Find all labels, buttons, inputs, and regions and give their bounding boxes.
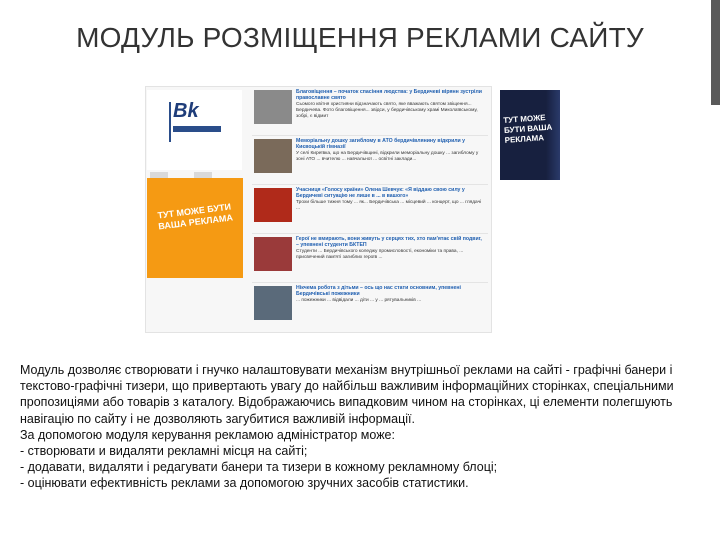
module-description: Модуль дозволяє створювати і гнучко налаштовувати механізм внутрішньої реклами на сайті - графічні банери і текстово-графічні тизери, що привертають увагу до найбільш важливим інформаційних сторінках, спеціальними пропозиціями або товарів з каталогу. Відображаючись випадковим чином на сторінках, ці елементи полегшують навігацію по сайту і не дозволяють загубитися важливій інформації. За допомогою модуля керування рекламою адміністратор може: - створювати и видаляти рекламні місця на сайті; - додавати, видаляти і редагувати банери та тизери в кожному рекламному блоці; - оцінювати ефективність реклами за допомогою зручних засобів статистики. [20, 363, 674, 491]
site-logo [147, 90, 242, 170]
news-thumbnail [254, 139, 292, 173]
news-divider [252, 282, 488, 283]
orange-ad-text: ТУТ МОЖЕ БУТИ ВАША РЕКЛАМА [156, 201, 234, 232]
news-divider [252, 135, 488, 136]
news-item[interactable] [252, 137, 488, 183]
news-thumbnail [254, 188, 292, 222]
news-excerpt: ... пожежники ... відвідали ... діти ... у ... рятувальників ... [296, 298, 422, 303]
news-item[interactable] [252, 186, 488, 232]
dark-ad-text: ТУТ МОЖЕ БУТИ ВАША РЕКЛАМА [503, 113, 553, 145]
news-thumbnail [254, 90, 292, 124]
news-excerpt: Сьомого квітня християни відзначають свято, яке вважають святом звіщення... Бердичева. Фото благовіщення... звідси, у бердичівському храмі Миколаївському, зобрі, є відмит [296, 102, 478, 119]
dark-ad-banner[interactable] [500, 90, 560, 180]
news-title[interactable]: Нікчема робота з дітьми – ось що нас стати основним, упевнені Бердичівські пожежники [296, 285, 461, 298]
logo-text: Bk [173, 100, 199, 122]
news-title[interactable]: Благовіщення – початок спасіння людства: у Бердичеві вірянн зустріли православне свято [296, 89, 482, 102]
news-item[interactable] [252, 284, 488, 330]
news-excerpt: Трохи більше тижня тому ... як... Бердичівська ... місцевий ... концерт, що ... глядачі ... [296, 200, 482, 211]
news-excerpt: У селі Киреївка, що на Бердичівщині, відкрили меморіальну дошку ... загиблому у зоні АТО ... вчителю ... навчальної ... освітні заклади... [296, 151, 479, 162]
news-divider [252, 233, 488, 234]
news-thumbnail [254, 286, 292, 320]
news-title[interactable]: Герої не вмирають, вони живуть у серцях тих, хто пам'ятає свій подвиг, – упевнені студенти БКТЕП [296, 236, 482, 249]
slide-title: МОДУЛЬ РОЗМІЩЕННЯ РЕКЛАМИ САЙТУ [76, 22, 644, 53]
news-excerpt: Студенти ... Бердичівського коледжу промисловості, економіки та права, ... присвячений пам'яті загиблих героїв ... [296, 249, 464, 260]
logo-underline [173, 126, 221, 132]
news-title[interactable]: Меморіальну дошку загиблому в АТО бердичівлянину відкрили у Києвоцькій гімназії [296, 138, 466, 151]
orange-ad-banner[interactable] [147, 178, 243, 278]
news-thumbnail [254, 237, 292, 271]
news-title[interactable]: Учасниця «Голосу країни» Олена Шевчук: «Я віддаю свою силу у Бердичеві ситуацію не лише в ... в вашого» [296, 187, 465, 200]
news-item[interactable] [252, 235, 488, 281]
news-divider [252, 184, 488, 185]
news-item[interactable] [252, 88, 488, 134]
